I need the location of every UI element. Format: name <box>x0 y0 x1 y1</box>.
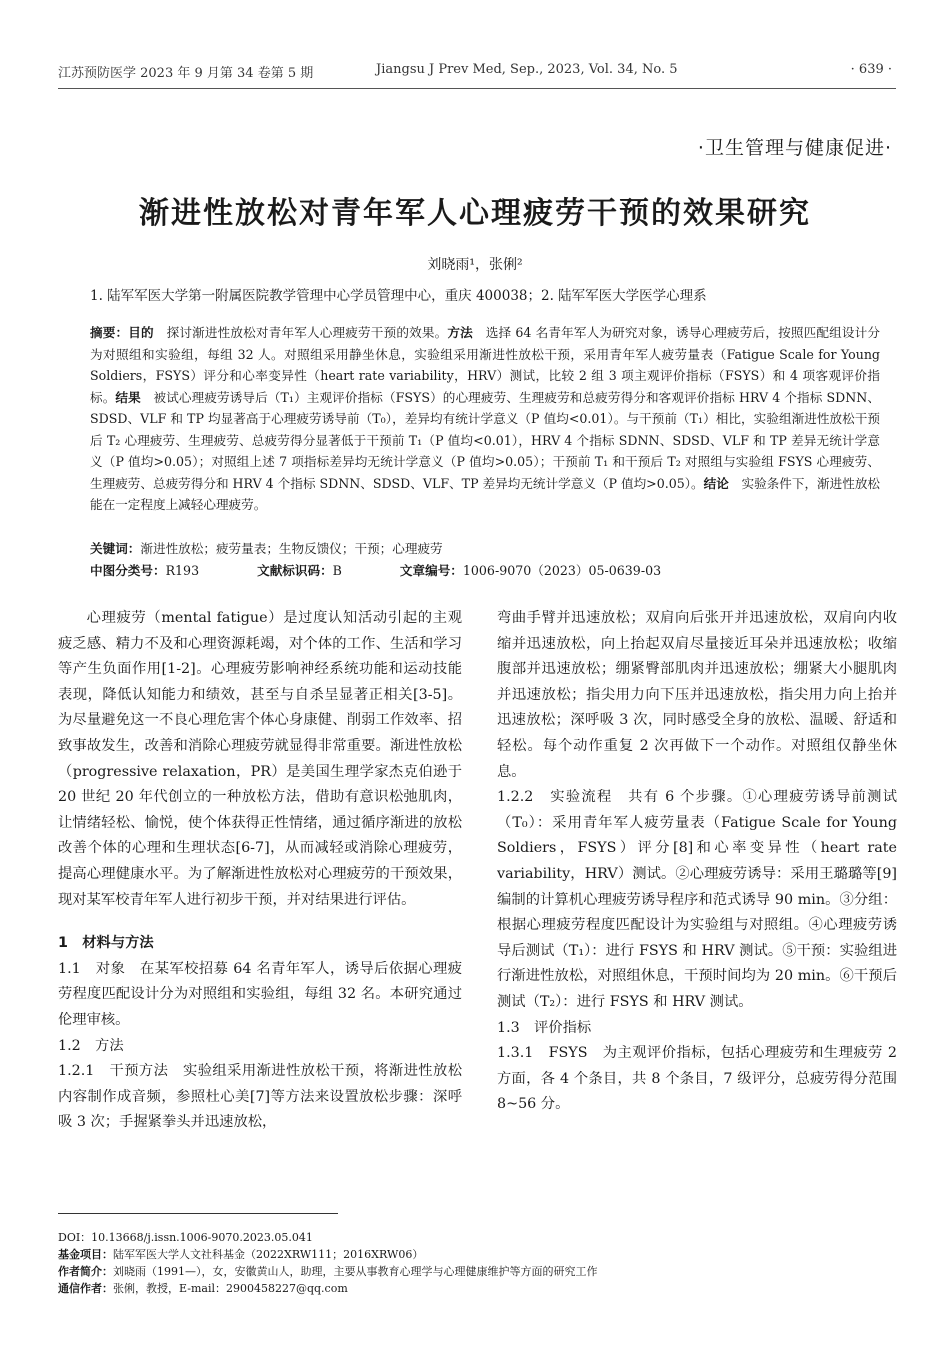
conclusion-label: 结论 <box>703 475 729 491</box>
continued-paragraph: 弯曲手臂并迅速放松；双肩向后张开并迅速放松，双肩向内收缩并迅速放松，向上抬起双肩尽量接近耳朵并迅速放松；收缩腹部并迅速放松；绷紧臀部肌肉并迅速放松；绷紧大小腿肌肉并迅速放松；指尖用力向下压并迅速放松，指尖用力向上抬并迅速放松；深呼吸 3 次，同时感受全身的放松、温暖、舒适和轻松。每个动作重复 2 次再做下一个动作。对照组仅静坐休息。 <box>497 610 897 780</box>
methods-label: 方法 <box>447 325 473 340</box>
objective-label: 目的 <box>128 325 154 340</box>
author-bio-text: 刘晓雨（1991—），女，安徽黄山人，助理，主要从事教育心理学与心理健康维护等方面的研究工作 <box>113 1265 598 1278</box>
article-id-label: 文章编号： <box>399 563 463 578</box>
correspondence-line <box>58 1280 348 1297</box>
results-label: 结果 <box>115 389 141 405</box>
class-value: R193 <box>165 563 200 578</box>
heading-materials-methods: 1 材料与方法 <box>58 935 154 952</box>
class-label: 中图分类号： <box>90 563 166 578</box>
affiliation: 1. 陆军军医大学第一附属医院教学管理中心学员管理中心，重庆 400038；2. 陆军军医大学医学心理系 <box>90 288 707 304</box>
methods-text: 选择 64 名青年军人为研究对象，诱导心理疲劳后，按照匹配组设计分为对照组和实验组，每组 32 人。对照组采用静坐休息，实验组采用渐进性放松干预，采用青年军人疲劳量表（Fatigue Scale for Young Soldiers，FSYS）评分和心率变异性（heart rate variability，HRV）测试，比较 2 组 3 项主观评价指标（FSYS）和 4 项客观评价指标。 <box>90 325 881 405</box>
author-bio-line <box>58 1263 598 1280</box>
doc-code-value: B <box>332 563 342 578</box>
fund-label: 基金项目： <box>58 1248 113 1261</box>
objective-text: 探讨渐进性放松对青年军人心理疲劳干预的效果。 <box>166 325 448 340</box>
page-number: · 639 · <box>850 62 892 77</box>
article-title: 渐进性放松对青年军人心理疲劳干预的效果研究 <box>139 196 811 231</box>
keywords <box>90 538 880 560</box>
results-text: 被试心理疲劳诱导后（T₁）主观评价指标（FSYS）的心理疲劳、生理疲劳和总疲劳得分和客观评价指标 HRV 4 个指标 SDNN、SDSD、VLF 和 TP 均显著高于心理疲劳诱导前（T₀），差异均有统计学意义（P 值均<0.01）。与干预前（T₁）相比，实验组渐进性放松干预后 T₂ 心理疲劳、生理疲劳、总疲劳得分显著低于干预前 T₁（P 值均<0.01），HRV 4 个指标 SDNN、SDSD、VLF 和 TP 差异无统计学意义（P 值均>0.05）；对照组上述 7 项指标差异均无统计学意义（P 值均>0.05）；干预前 T₁ 和干预后 T₂ 对照组与实验组 FSYS 心理疲劳、生理疲劳、总疲劳得分和 HRV 4 个指标 SDNN、SDSD、VLF、TP 差异均无统计学意义（P 值均>0.05）。 <box>90 389 881 491</box>
subsection-1-2-2: 1.2.2 实验流程 共有 6 个步骤。①心理疲劳诱导前测试（T₀）：采用青年军人疲劳量表（Fatigue Scale for Young Soldiers，FSYS）评分[8]和心率变异性（heart rate variability，HRV）测试。②心理疲劳诱导：采用王璐璐等[9]编制的计算机心理疲劳诱导程序和范式诱导 90 min。③分组：根据心理疲劳程度匹配设计为实验组与对照组。④心理疲劳诱导后测试（T₁）：进行 FSYS 和 HRV 测试。⑤干预：实验组进行渐进性放松，对照组休息，干预时间均为 20 min。⑥干预后测试（T₂）：进行 FSYS 和 HRV 测试。 <box>497 789 897 1010</box>
keywords-text: 渐进性放松；疲劳量表；生物反馈仪；干预；心理疲劳 <box>140 541 443 556</box>
authors: 刘晓雨¹，张俐² <box>427 257 523 273</box>
subsection-1-3-1: 1.3.1 FSYS 为主观评价指标，包括心理疲劳和生理疲劳 2 方面，各 4 个条目，共 8 个条目，7 级评分，总疲劳得分范围 8~56 分。 <box>497 1045 897 1113</box>
correspondence-text: 张俐，教授，E-mail：2900458227@qq.com <box>113 1282 348 1295</box>
journal-citation: Jiangsu J Prev Med, Sep., 2023, Vol. 34, No. 5 <box>376 62 678 77</box>
fund-line <box>58 1246 423 1263</box>
footnote-rule <box>58 1213 338 1214</box>
author-bio-label: 作者简介： <box>58 1265 113 1278</box>
header-rule <box>58 88 896 89</box>
keywords-label: 关键词： <box>90 541 141 556</box>
subsection-1-3: 1.3 评价指标 <box>497 1019 592 1036</box>
correspondence-label: 通信作者： <box>58 1282 113 1295</box>
subsection-1-2: 1.2 方法 <box>58 1037 124 1054</box>
conclusion-text: 实验条件下，渐进性放松能在一定程度上减轻心理疲劳。 <box>90 475 881 512</box>
classification-line <box>90 560 880 582</box>
subsection-1-1: 1.1 对象 在某军校招募 64 名青年军人，诱导后依据心理疲劳程度匹配设计分为对照组和实验组，每组 32 名。本研究通过伦理审核。 <box>58 960 462 1028</box>
abstract <box>90 322 880 516</box>
section-label: ·卫生管理与健康促进· <box>697 137 892 159</box>
subsection-1-2-1: 1.2.1 干预方法 实验组采用渐进性放松干预，将渐进性放松内容制作成音频，参照杜心美[7]等方法来设置放松步骤：深呼吸 3 次；手握紧拳头并迅速放松， <box>58 1063 462 1131</box>
fund-text: 陆军军医大学人文社科基金（2022XRW111；2016XRW06） <box>113 1248 424 1261</box>
doi: DOI：10.13668/j.issn.1006-9070.2023.05.041 <box>58 1231 313 1244</box>
doc-code-label: 文献标识码： <box>257 563 333 578</box>
right-column <box>497 606 897 1118</box>
journal-header: 江苏预防医学 2023 年 9 月第 34 卷第 5 期 <box>58 66 314 81</box>
article-id-value: 1006-9070（2023）05-0639-03 <box>462 563 662 578</box>
left-column <box>58 606 462 1136</box>
intro-paragraph: 心理疲劳（mental fatigue）是过度认知活动引起的主观疲乏感、精力不及和心理资源耗竭，对个体的工作、生活和学习等产生负面作用[1-2]。心理疲劳影响神经系统功能和运动技能表现，降低认知能力和绩效，甚至与自杀呈显著正相关[3-5]。为尽量避免这一不良心理危害个体心身康健、削弱工作效率、招致事故发生，改善和消除心理疲劳就显得非常重要。渐进性放松（progressive relaxation，PR）是美国生理学家杰克伯逊于 20 世纪 20 年代创立的一种放松方法，借助有意识松弛肌肉，让情绪轻松、愉悦，使个体获得正性情绪，通过循序渐进的放松改善个体的心理和生理状态[6-7]，从而减轻或消除心理疲劳，提高心理健康水平。为了解渐进性放松对心理疲劳的干预效果，现对某军校青年军人进行初步干预，并对结果进行评估。 <box>58 610 462 908</box>
abstract-label: 摘要： <box>90 325 129 340</box>
